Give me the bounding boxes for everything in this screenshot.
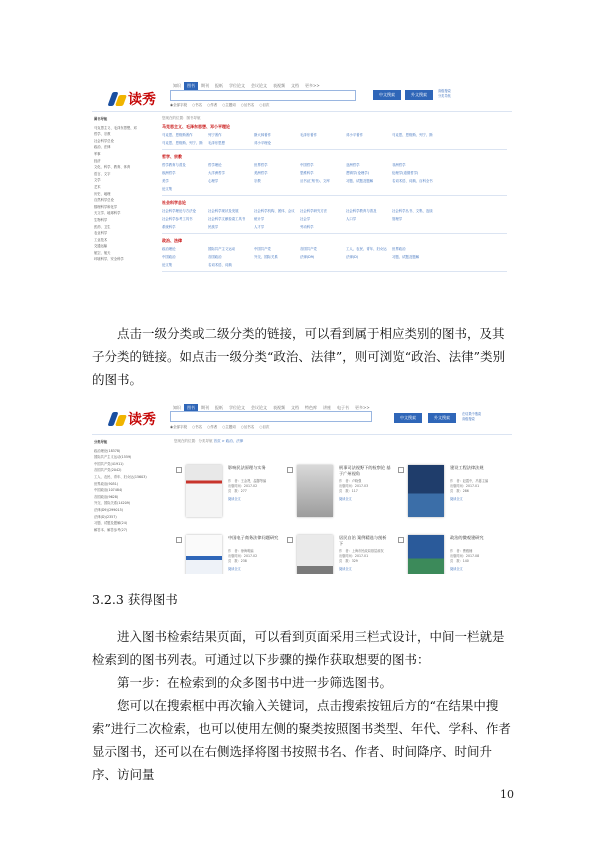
sidebar-item[interactable]: 经济: [94, 158, 101, 163]
nav-tab[interactable]: 特色库: [305, 405, 317, 410]
search-field-radio[interactable]: [259, 103, 269, 108]
radio-icon: ○: [259, 103, 263, 107]
category-link[interactable]: 习题、试题及题解: [392, 255, 420, 259]
radio-label: 丛书名: [243, 425, 255, 429]
category-link[interactable]: 社会科学现状及发展: [208, 209, 239, 213]
category-link[interactable]: 马克思、恩格斯、列宁、斯: [162, 141, 203, 145]
sidebar-item[interactable]: 农业科学: [94, 231, 108, 236]
breadcrumb-label: 您现在的位置：分类导航: [174, 439, 213, 443]
paragraph-3: 第一步：在检索到的众多图书中进一步筛选图书。: [117, 675, 393, 690]
category-link[interactable]: 民族学: [208, 225, 219, 229]
category-link[interactable]: 名词术语、词典: [208, 263, 232, 267]
sidebar-item[interactable]: 世界政治(9051): [94, 481, 119, 486]
category-link[interactable]: 邓小平理论: [254, 141, 271, 145]
link-row: [162, 224, 438, 229]
category-link[interactable]: 人才学: [254, 225, 265, 229]
read-full-link[interactable]: 阅读全文: [450, 497, 463, 501]
category-link[interactable]: [392, 262, 438, 267]
sidebar-item[interactable]: 工业技术: [94, 237, 108, 242]
link-row: [162, 132, 438, 137]
category-link[interactable]: 社会科学文献检索工具书: [208, 217, 246, 221]
book-title[interactable]: 刑事司法视野下的检察论 基于广州视角: [339, 465, 391, 476]
logo-text: 读秀: [128, 412, 156, 428]
sidebar-item[interactable]: 航空、航天: [94, 250, 111, 255]
nav-tab[interactable]: 期刊: [201, 405, 209, 410]
radio-icon: ○: [192, 425, 196, 429]
book-checkbox[interactable]: [398, 537, 404, 543]
link-row: [162, 186, 438, 191]
chinese-search-button[interactable]: 中文搜索: [373, 90, 401, 100]
book-cover[interactable]: [408, 465, 444, 517]
category-link[interactable]: 社会科学丛书、文集、连续: [392, 209, 433, 213]
category-link[interactable]: [254, 186, 300, 191]
category-link[interactable]: [392, 140, 438, 145]
book-checkbox[interactable]: [287, 467, 293, 473]
breadcrumb: [174, 439, 243, 444]
search-field-radio[interactable]: [222, 425, 236, 430]
book-pages: 页 数：286: [450, 489, 469, 493]
nav-tab[interactable]: 会议论文: [251, 405, 267, 410]
category-link[interactable]: [346, 140, 392, 145]
category-link[interactable]: 劳动科学: [300, 225, 314, 229]
category-link[interactable]: 心理学: [208, 179, 219, 183]
read-full-link[interactable]: 阅读全文: [450, 567, 463, 571]
search-field-radio[interactable]: [222, 103, 236, 108]
sidebar-item[interactable]: 政治理论(18378): [94, 448, 121, 453]
category-link[interactable]: 中国政治: [162, 255, 176, 259]
nav-tab[interactable]: 知识: [173, 83, 181, 88]
category-link[interactable]: [300, 186, 346, 191]
logo-text: 读秀: [128, 92, 156, 108]
book-pages: 页 数：140: [450, 559, 469, 563]
side-links: [462, 412, 481, 422]
duxiu-logo[interactable]: [108, 89, 156, 109]
search-input[interactable]: [170, 90, 356, 101]
read-full-link[interactable]: 阅读全文: [339, 567, 352, 571]
book-author: 作 者：赵霞中，冯蔓主编: [450, 479, 489, 483]
search-field-radio[interactable]: [259, 425, 269, 430]
breadcrumb: 您现在的位置：图书导航: [162, 116, 201, 120]
book-checkbox[interactable]: [176, 467, 182, 473]
radio-label: 全部字段: [173, 103, 188, 107]
category-link[interactable]: [300, 140, 346, 145]
sidebar-item[interactable]: 天文学、地球科学: [94, 211, 121, 216]
radio-icon: ○: [240, 103, 244, 107]
book-title[interactable]: 建设工程法律法规: [450, 465, 484, 470]
divider: [92, 111, 512, 112]
nav-tab[interactable]: 期刊: [201, 83, 209, 88]
category-link[interactable]: 习题、试题及题解: [346, 179, 374, 183]
search-field-radio[interactable]: [170, 103, 187, 108]
category-nav-link[interactable]: 分类导航: [438, 94, 451, 98]
sidebar-title: 图书导航: [94, 117, 108, 121]
category-link[interactable]: 中国哲学: [300, 163, 314, 167]
duxiu-logo[interactable]: [108, 409, 156, 429]
book-title[interactable]: 影响民法原理与实务: [228, 465, 266, 470]
category-link[interactable]: 毛泽东思想: [208, 141, 225, 145]
category-link[interactable]: 各国共产党: [300, 247, 317, 251]
category-link[interactable]: 统计学: [254, 217, 265, 221]
divider: [162, 233, 507, 234]
category-link[interactable]: 宗教: [254, 179, 261, 183]
category-link[interactable]: 斯大林著作: [254, 133, 271, 137]
logo-mark-icon: [108, 412, 128, 426]
category-link[interactable]: 思维科学: [300, 171, 314, 175]
nav-tab[interactable]: 表视频: [273, 405, 285, 410]
category-link[interactable]: 社会科学研究方法: [300, 209, 328, 213]
divider: [162, 271, 507, 272]
book-card[interactable]: [176, 465, 281, 530]
sidebar-item[interactable]: 中国共产党(41911): [94, 461, 124, 466]
category-link[interactable]: 逻辑学(论理学): [346, 171, 369, 175]
paragraph-1: 点击一级分类或二级分类的链接，可以看到属于相应类别的图书，及其子分类的链接。如点击一级分类“政治、法律”，则可浏览“政治、法律”类别的图书。: [92, 326, 506, 387]
category-link[interactable]: 美学: [162, 179, 169, 183]
category-link[interactable]: 外交、国际关系: [254, 255, 278, 259]
category-link[interactable]: 社会学: [300, 217, 311, 221]
radio-label: 主题词: [225, 425, 236, 429]
category-link[interactable]: [254, 262, 300, 267]
category-link[interactable]: 大洋洲哲学: [208, 171, 225, 175]
sidebar-item[interactable]: 各国政治(9628): [94, 494, 119, 499]
category-link[interactable]: [392, 186, 438, 191]
side-links: [438, 89, 451, 99]
link-row: [162, 140, 438, 145]
category-link[interactable]: [346, 224, 392, 229]
category-link[interactable]: 欧洲哲学: [162, 171, 176, 175]
category-link[interactable]: 毛泽东著作: [300, 133, 317, 137]
book-cover[interactable]: [408, 535, 444, 574]
book-pages: 页 数：117: [339, 489, 358, 493]
sidebar-item[interactable]: 解答本、解答参考(27): [94, 527, 128, 532]
sidebar-item[interactable]: 历史、地理: [94, 191, 111, 196]
sidebar-item[interactable]: 文化、科学、教育、体育: [94, 165, 131, 170]
foreign-search-button[interactable]: 外文搜索: [405, 90, 433, 100]
search-field-radio[interactable]: [192, 425, 202, 430]
sidebar-item[interactable]: 艺术: [94, 184, 101, 189]
chinese-search-button[interactable]: 中文搜索: [394, 413, 422, 423]
radio-checked-icon: ◉: [170, 425, 174, 429]
link-row: [162, 254, 438, 259]
radio-label: 全部字段: [173, 425, 188, 429]
sidebar-item[interactable]: 哲学、宗教: [94, 132, 111, 137]
book-pages: 页 数：238: [228, 559, 247, 563]
nav-tab[interactable]: 讲座: [323, 405, 331, 410]
book-title[interactable]: 中国电子商务法律问题研究: [228, 535, 279, 540]
book-pages: 页 数：277: [228, 489, 247, 493]
category-link[interactable]: 管理学: [392, 217, 403, 221]
category-link[interactable]: 工人、农民、青年、妇女运: [346, 247, 387, 251]
book-card[interactable]: [287, 465, 392, 530]
sidebar-item[interactable]: 习题、试题及题解(24): [94, 521, 128, 526]
screenshot-politics-law: [92, 401, 512, 574]
book-checkbox[interactable]: [176, 537, 182, 543]
category-link[interactable]: 社会科学理论与方法论: [162, 209, 196, 213]
sidebar-item[interactable]: 自然科学总论: [94, 198, 114, 203]
radio-icon: ○: [222, 103, 226, 107]
category-link[interactable]: 系统科学: [162, 225, 176, 229]
radio-icon: ○: [192, 103, 196, 107]
category-link[interactable]: 丛书(汇刻书)、文库: [300, 179, 330, 183]
category-link[interactable]: [346, 262, 392, 267]
sidebar-item[interactable]: 语言、文字: [94, 171, 111, 176]
sidebar: [94, 116, 154, 263]
category-link[interactable]: 非洲哲学: [392, 163, 406, 167]
book-checkbox[interactable]: [398, 467, 404, 473]
search-field-radio[interactable]: [207, 103, 217, 108]
book-card[interactable]: [398, 535, 503, 574]
radio-label: 丛书名: [243, 103, 255, 107]
divider: [162, 149, 507, 150]
category-link[interactable]: 马克思、恩格斯著作: [162, 133, 193, 137]
category-link[interactable]: [208, 186, 254, 191]
category-link[interactable]: 伦理学(道德哲学): [392, 171, 419, 175]
category-link[interactable]: 法律(D9): [300, 255, 315, 259]
radio-icon: ○: [207, 425, 211, 429]
radio-label: 目次: [262, 103, 270, 107]
category-link[interactable]: 社会科学参考工具书: [162, 217, 193, 221]
book-title[interactable]: 居民自治 案例精选与剖析 下: [339, 535, 387, 546]
book-date: 出版时间：2017.03: [339, 484, 369, 488]
nav-tab[interactable]: 知识: [173, 405, 181, 410]
read-full-link[interactable]: 阅读全文: [228, 567, 241, 571]
category-link[interactable]: 政治理论: [162, 247, 176, 251]
sidebar-item[interactable]: 环境科学、安全科学: [94, 257, 124, 262]
category-link[interactable]: 各国政治: [208, 255, 222, 259]
sidebar-item[interactable]: 中国政治(107484): [94, 488, 123, 493]
category-link[interactable]: 列宁著作: [208, 133, 222, 137]
nav-tab[interactable]: 更多>>: [355, 405, 370, 410]
logo-mark-icon: [108, 92, 128, 106]
nav-tab[interactable]: 电子书: [337, 405, 349, 410]
divider: [162, 195, 507, 196]
sidebar-item[interactable]: 军事: [94, 151, 101, 156]
section-title[interactable]: 哲学、宗教: [162, 154, 182, 159]
search-input[interactable]: [170, 411, 372, 422]
category-link[interactable]: 人口学: [346, 217, 357, 221]
sidebar-item[interactable]: 马克思主义、毛泽东思想、邓: [94, 125, 137, 130]
section-title[interactable]: 社会科学总论: [162, 200, 186, 205]
book-title[interactable]: 政治的微观建研究: [450, 535, 484, 540]
link-row: [162, 216, 438, 221]
radio-label: 书名: [195, 103, 203, 107]
book-date: 出版时间：2017.02: [228, 554, 258, 558]
read-full-link[interactable]: 阅读全文: [228, 497, 241, 501]
sidebar-item[interactable]: 各国共产党(2042): [94, 468, 122, 473]
sidebar: [94, 439, 158, 533]
book-checkbox[interactable]: [287, 537, 293, 543]
book-cover[interactable]: [297, 535, 333, 574]
radio-checked-icon: ◉: [170, 103, 174, 107]
search-in-results-link[interactable]: 在结果中搜索: [462, 412, 482, 416]
sidebar-item[interactable]: 医药、卫生: [94, 224, 111, 229]
book-author: 作 者：上海市民政局基层政权: [339, 549, 384, 553]
nav-tab[interactable]: 表视频: [273, 83, 285, 88]
radio-label: 作者: [210, 425, 218, 429]
section-title[interactable]: 政治、法律: [162, 238, 182, 243]
screenshot-book-navigation: [92, 78, 512, 300]
radio-label: 目次: [262, 425, 270, 429]
category-link[interactable]: 国际共产主义运动: [208, 247, 236, 251]
search-field-options: [170, 425, 269, 430]
nav-tab[interactable]: 报纸: [215, 405, 223, 410]
book-author: 作 者：卢晓强: [339, 479, 362, 483]
book-date: 出版时间：2017.01: [339, 554, 369, 558]
nav-tab[interactable]: 图书: [184, 82, 198, 90]
section-title[interactable]: 马克思主义、毛泽东思想、邓小平理论: [162, 124, 230, 129]
sidebar-item[interactable]: 法律(D9)(299015): [94, 507, 123, 512]
book-date: 出版时间：2017.02: [228, 484, 258, 488]
nav-tab[interactable]: 图书: [184, 404, 198, 412]
paragraph-4: 您可以在搜索框中再次输入关键词，点击搜索按钮后方的“在结果中搜索”进行二次检索，也可以使用左侧的聚类按照图书类型、年代、学科、作者显示图书，还可以在右侧选择将图书按照书名、作者、时间降序、时间升序、访问量: [92, 698, 511, 782]
book-date: 出版时间：2017.08: [450, 554, 480, 558]
link-row: [162, 178, 438, 183]
link-row: [162, 162, 438, 167]
nav-tab[interactable]: 会议论文: [251, 83, 267, 88]
search-field-radio[interactable]: [241, 425, 255, 430]
book-date: 出版时间：2017.01: [450, 484, 480, 488]
category-link[interactable]: [300, 262, 346, 267]
category-link[interactable]: 论文集: [162, 187, 173, 191]
sidebar-item[interactable]: 数理科学和化学: [94, 204, 118, 209]
category-link[interactable]: 世界哲学: [254, 163, 268, 167]
nav-tab[interactable]: 文档: [291, 405, 299, 410]
nav-tab[interactable]: 文档: [291, 83, 299, 88]
category-link[interactable]: 社会科学教育与普及: [346, 209, 377, 213]
sidebar-item[interactable]: 生物科学: [94, 217, 108, 222]
search-field-radio[interactable]: [207, 425, 217, 430]
category-link[interactable]: 哲学教育与普及: [162, 163, 186, 167]
radio-icon: ○: [240, 425, 244, 429]
sidebar-item[interactable]: 社会科学总论: [94, 138, 114, 143]
sidebar-item[interactable]: 国际共产主义运动(1559): [94, 455, 132, 460]
paragraph-2: 进入图书检索结果页面，可以看到页面采用三栏式设计，中间一栏就是检索到的图书列表。可通过以下步骤的操作获取想要的图书：: [92, 629, 505, 667]
radio-label: 书名: [195, 425, 203, 429]
sidebar-item[interactable]: 交通运输: [94, 244, 108, 249]
category-link[interactable]: [392, 224, 438, 229]
link-row: [162, 170, 438, 175]
search-field-radio[interactable]: [170, 425, 187, 430]
book-pages: 页 数：329: [339, 559, 358, 563]
sidebar-item[interactable]: 政治、法律: [94, 145, 111, 150]
category-link[interactable]: [346, 186, 392, 191]
nav-tab[interactable]: 更多>>: [305, 83, 320, 88]
book-cover[interactable]: [186, 465, 222, 517]
sidebar-item[interactable]: 工人、农民、青年、妇女运(15603): [94, 474, 147, 479]
radio-icon: ○: [222, 425, 226, 429]
category-link[interactable]: 美洲哲学: [254, 171, 268, 175]
category-link[interactable]: 中国共产党: [254, 247, 271, 251]
sidebar-title: 分类导航: [94, 440, 108, 444]
page-number: 10: [500, 788, 514, 801]
search-field-radio[interactable]: [192, 103, 202, 108]
link-row: [162, 208, 438, 213]
divider: [92, 434, 512, 435]
sidebar-item[interactable]: 文学: [94, 178, 101, 183]
book-author: 作 者：徐海明编: [228, 549, 254, 553]
category-link[interactable]: 世界政治: [392, 247, 406, 251]
category-link[interactable]: 社会科学机构、团体、会议: [254, 209, 295, 213]
top-nav: [170, 82, 323, 90]
sidebar-item[interactable]: 法律(D)(2357): [94, 514, 117, 519]
radio-label: 作者: [210, 103, 218, 107]
search-field-options: [170, 103, 269, 108]
category-link[interactable]: 邓小平著作: [346, 133, 363, 137]
book-card[interactable]: [398, 465, 503, 530]
category-link[interactable]: 名词术语、词典、百科全书: [392, 179, 433, 183]
link-row: [162, 262, 438, 267]
link-row: [162, 246, 438, 251]
radio-icon: ○: [207, 103, 211, 107]
breadcrumb-links[interactable]: 首页 > 政治、法律: [213, 439, 244, 443]
nav-tab[interactable]: 学位论文: [229, 83, 245, 88]
book-cover[interactable]: [297, 465, 333, 517]
book-cover[interactable]: [186, 535, 222, 574]
book-card[interactable]: [287, 535, 392, 574]
foreign-search-button[interactable]: 外文搜索: [428, 413, 456, 423]
book-card[interactable]: [176, 535, 281, 574]
advanced-search-link[interactable]: 高级搜索: [438, 89, 451, 93]
category-link[interactable]: 亚洲哲学: [346, 163, 360, 167]
radio-label: 主题词: [225, 103, 236, 107]
category-link[interactable]: 哲学理论: [208, 163, 222, 167]
search-field-radio[interactable]: [241, 103, 255, 108]
category-link[interactable]: 法律(D): [346, 255, 359, 259]
sidebar-item[interactable]: 外交、国际关系(14209): [94, 501, 131, 506]
category-link[interactable]: 论文集: [162, 263, 173, 267]
nav-tab[interactable]: 学位论文: [229, 405, 245, 410]
radio-icon: ○: [259, 425, 263, 429]
book-author: 作 者：王金贤，温馨等编: [228, 479, 267, 483]
section-heading: 3.2.3 获得图书: [92, 592, 178, 607]
book-author: 作 者：曹雅楠: [450, 549, 473, 553]
read-full-link[interactable]: 阅读全文: [339, 497, 352, 501]
category-link[interactable]: 马克思、恩格斯、列宁、斯: [392, 133, 433, 137]
nav-tab[interactable]: 报纸: [215, 83, 223, 88]
advanced-search-link[interactable]: 高级搜索: [462, 417, 475, 421]
